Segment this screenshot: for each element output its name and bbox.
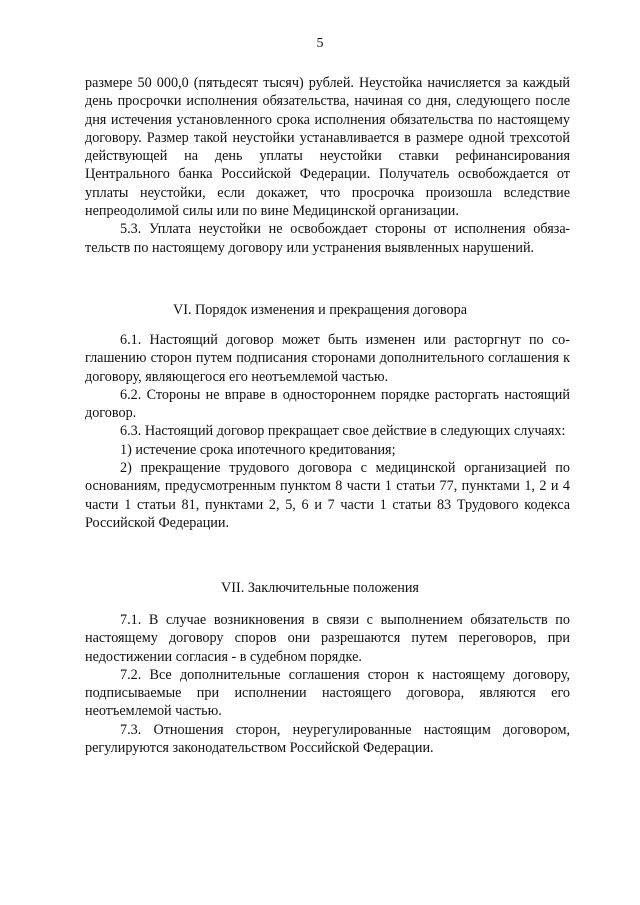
paragraph-5-2-continuation: размере 50 000,0 (пятьдесят тысяч) рублей. Неустойка начисляется за каждый день просрочки исполнения обязательства, начиная со дня, следующего после дня истечения установленного срока исполнения обязательства по настоящему договору. Размер такой неустойки устанавливается в размере одной трехсотой действующей на день уплаты неустойки ставки рефинансирования Центрального банка Российской Федерации. Получатель освобождается от уплаты неустойки, если докажет, что просрочка произошла вследствие непреодолимой силы или по вине Медицинской организации. — [85, 75, 570, 220]
section-7-body — [85, 611, 570, 757]
paragraph-6-3: 6.3. Настоящий договор прекращает свое действие в следующих случаях: — [120, 423, 566, 440]
paragraph-7-2: 7.2. Все дополнительные соглашения сторон к настоящему договору, подписываемые при исполнении настоящего договора, являются его неотъемлемой частью. — [85, 666, 570, 720]
section-6-title: VI. Порядок изменения и прекращения договора — [172, 302, 468, 318]
paragraph-5-3: 5.3. Уплата неустойки не освобождает стороны от исполнения обязательств по настоящему договору или устранения выявленных нарушений. — [85, 221, 570, 256]
section-5-continuation — [85, 74, 570, 257]
section-6-body — [85, 331, 570, 532]
page-number: 5 — [316, 36, 324, 51]
paragraph-6-1: 6.1. Настоящий договор может быть изменен или расторгнут по соглашению сторон путем подписания сторонами дополнительного соглашения к договору, являющегося его неотъемлемой частью. — [85, 332, 570, 385]
paragraph-7-3: 7.3. Отношения сторон, неурегулированные настоящим договором, регулируются законодательством Российской Федерации. — [85, 721, 570, 757]
list-item-6-3-2: 2) прекращение трудового договора с медицинской организацией по основаниям, предусмотренным пунктом 8 части 1 статьи 77, пунктами 1, 2 и 4 части 1 статьи 81, пунктами 2, 5, 6 и 7 части 1 статьи 83 Трудового кодекса Российской Федерации. — [85, 460, 570, 531]
paragraph-7-1: 7.1. В случае возникновения в связи с выполнением обязательств по настоящему договору споров они разрешаются путем переговоров, при недостижении согласия - в судебном порядке. — [85, 612, 570, 665]
paragraph-6-2: 6.2. Стороны не вправе в одностороннем порядке расторгать настоящий договор. — [85, 386, 570, 422]
section-7-title: VII. Заключительные положения — [221, 580, 419, 596]
list-item-6-3-1: 1) истечение срока ипотечного кредитования; — [120, 441, 396, 458]
